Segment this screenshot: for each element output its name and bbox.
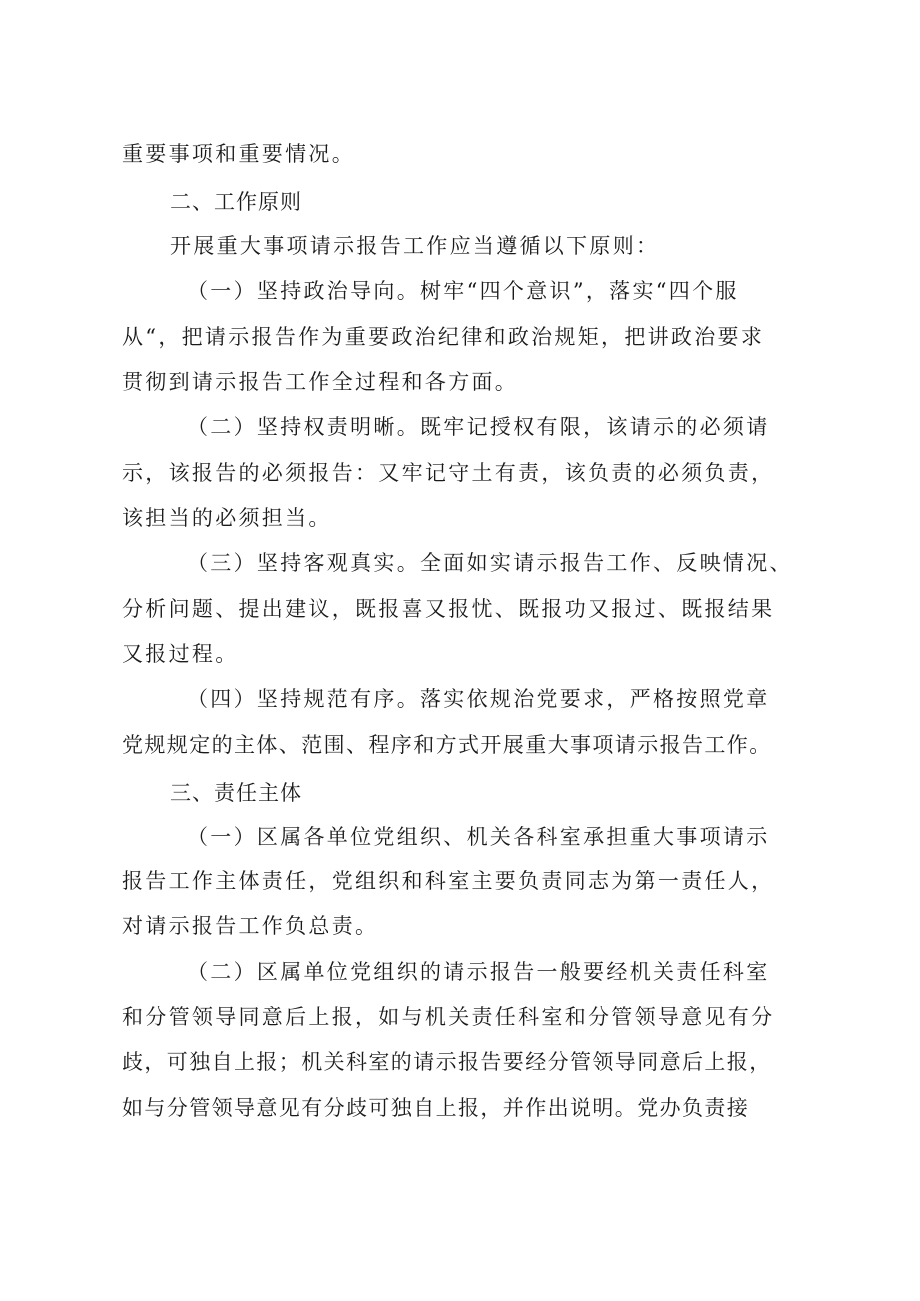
paragraph-line: 如与分管领导意见有分歧可独自上报，并作出说明。党办负责接 bbox=[122, 1096, 750, 1120]
paragraph-line: （二）区属单位党组织的请示报告一般要经机关责任科室 bbox=[187, 960, 770, 984]
section-heading-principles: 二、工作原则 bbox=[170, 190, 302, 214]
paragraph-line: 分析问题、提出建议，既报喜又报忧、既报功又报过、既报结果 bbox=[122, 597, 775, 621]
paragraph-line: 报告工作主体责任，党组织和科室主要负责同志为第一责任人， bbox=[122, 869, 775, 893]
paragraph-line: 示，该报告的必须报告：又牢记守土有责，该负责的必须负责， bbox=[122, 461, 775, 485]
paragraph-line: 开展重大事项请示报告工作应当遵循以下原则： bbox=[170, 234, 660, 258]
paragraph-line: 对请示报告工作负总责。 bbox=[122, 914, 379, 938]
paragraph-line: （四）坚持规范有序。落实依规治党要求，严格按照党章 bbox=[187, 687, 770, 711]
paragraph-line: （一）坚持政治导向。树牢“四个意识”，落实“四个服 bbox=[187, 279, 739, 303]
paragraph-line: 重要事项和重要情况。 bbox=[122, 142, 355, 166]
section-heading-responsibility: 三、责任主体 bbox=[170, 781, 302, 805]
paragraph-line: 贯彻到请示报告工作全过程和各方面。 bbox=[122, 370, 519, 394]
paragraph-line: （一）区属各单位党组织、机关各科室承担重大事项请示 bbox=[187, 825, 770, 849]
paragraph-line: 从“，把请示报告作为重要政治纪律和政治规矩，把讲政治要求 bbox=[122, 325, 765, 349]
paragraph-line: 和分管领导同意后上报，如与机关责任科室和分管领导意见有分 bbox=[122, 1005, 775, 1029]
paragraph-line: （二）坚持权责明晰。既牢记授权有限，该请示的必须请 bbox=[187, 415, 770, 439]
paragraph-line: （三）坚持客观真实。全面如实请示报告工作、反映情况、 bbox=[187, 551, 793, 575]
paragraph-line: 歧，可独自上报；机关科室的请示报告要经分管领导同意后上报， bbox=[122, 1050, 772, 1074]
paragraph-line: 该担当的必须担当。 bbox=[122, 506, 332, 530]
paragraph-line: 又报过程。 bbox=[122, 642, 239, 666]
paragraph-line: 党规规定的主体、范围、程序和方式开展重大事项请示报告工作。 bbox=[122, 733, 772, 757]
